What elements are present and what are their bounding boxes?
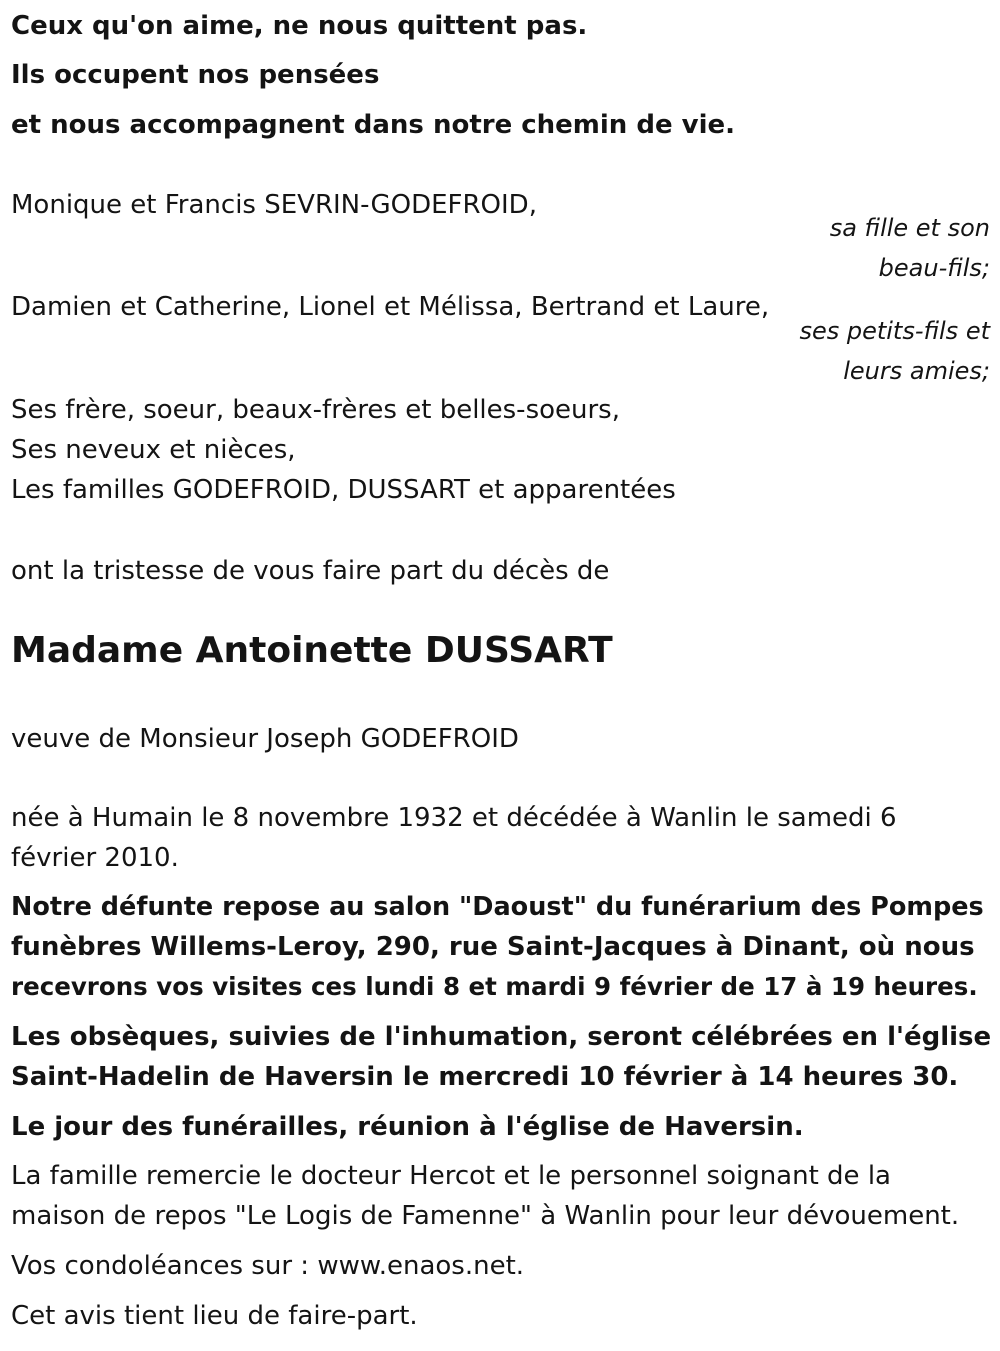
- daughter-role-line-1: sa fille et son: [829, 214, 990, 242]
- deceased-name: Madame Antoinette DUSSART: [11, 630, 613, 671]
- quote-line-1: Ceux qu'on aime, ne nous quittent pas.: [11, 11, 588, 41]
- quote-line-2: Ils occupent nos pensées: [11, 60, 380, 90]
- nephews-line: Ses neveux et nièces,: [11, 435, 296, 465]
- thanks-line-2: maison de repos "Le Logis de Famenne" à Wanlin pour leur dévouement.: [11, 1201, 960, 1231]
- quote-line-3: et nous accompagnent dans notre chemin de vie.: [11, 110, 736, 140]
- condolences-line: Vos condoléances sur : www.enaos.net.: [11, 1251, 525, 1281]
- funeral-line-1: Les obsèques, suivies de l'inhumation, seront célébrées en l'église: [11, 1022, 992, 1052]
- siblings-line: Ses frère, soeur, beaux-frères et belles-soeurs,: [11, 395, 620, 425]
- grandchildren-names: Damien et Catherine, Lionel et Mélissa, Bertrand et Laure,: [11, 292, 770, 322]
- funeral-meeting-line: Le jour des funérailles, réunion à l'église de Haversin.: [11, 1112, 804, 1142]
- daughter-role-line-2: beau-fils;: [878, 254, 990, 282]
- visitation-line-2: funèbres Willems-Leroy, 290, rue Saint-Jacques à Dinant, où nous: [11, 932, 975, 962]
- visitation-line-3: recevrons vos visites ces lundi 8 et mardi 9 février de 17 à 19 heures.: [11, 972, 978, 1001]
- announcement-line: ont la tristesse de vous faire part du décès de: [11, 556, 610, 586]
- grandchildren-role-line-1: ses petits-fils et: [799, 317, 990, 345]
- funeral-line-2: Saint-Hadelin de Haversin le mercredi 10 février à 14 heures 30.: [11, 1062, 959, 1092]
- daughter-names: Monique et Francis SEVRIN-GODEFROID,: [11, 190, 537, 220]
- visitation-line-1: Notre défunte repose au salon "Daoust" du funérarium des Pompes: [11, 892, 984, 922]
- spouse-line: veuve de Monsieur Joseph GODEFROID: [11, 724, 519, 754]
- dates-line-1: née à Humain le 8 novembre 1932 et décédée à Wanlin le samedi 6: [11, 803, 897, 833]
- thanks-line-1: La famille remercie le docteur Hercot et le personnel soignant de la: [11, 1161, 891, 1191]
- dates-line-2: février 2010.: [11, 843, 179, 873]
- families-line: Les familles GODEFROID, DUSSART et apparentées: [11, 475, 676, 505]
- closing-line: Cet avis tient lieu de faire-part.: [11, 1301, 418, 1331]
- grandchildren-role-line-2: leurs amies;: [843, 357, 990, 385]
